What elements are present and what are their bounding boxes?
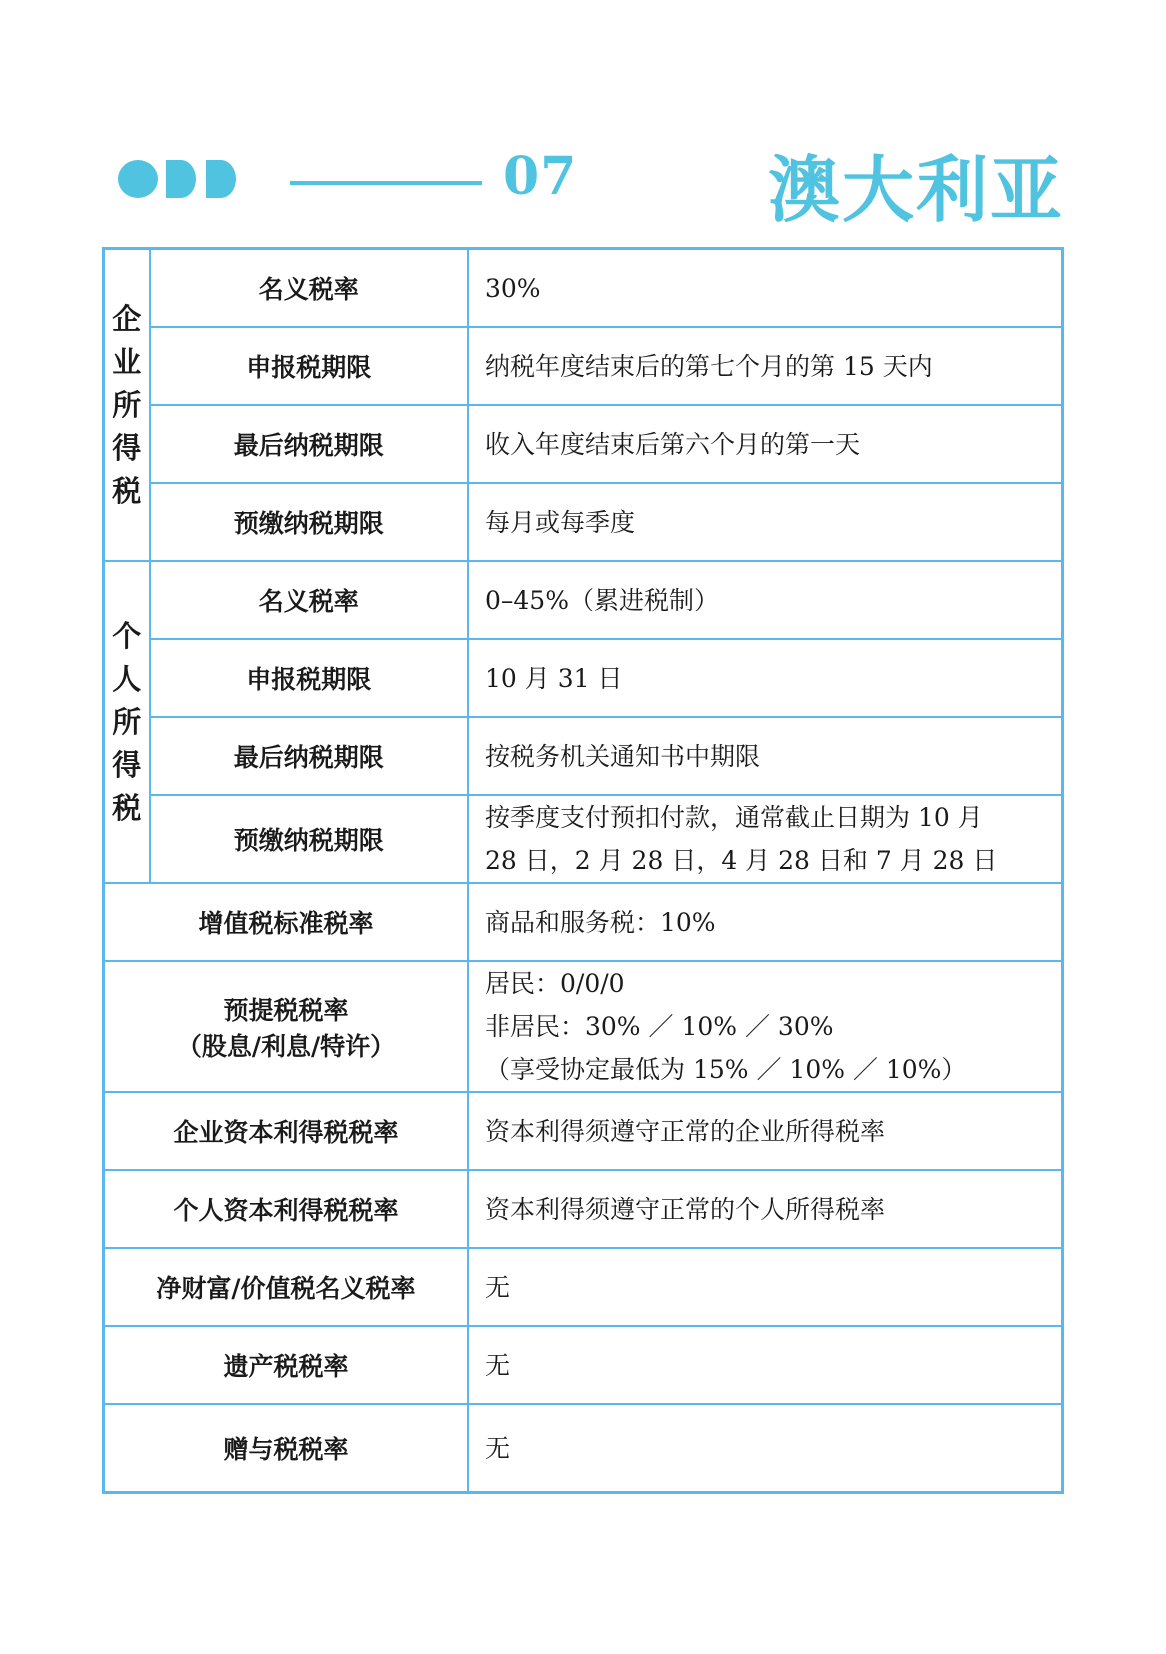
group-personal-income-tax: 个 人 所 得 税: [104, 561, 150, 883]
row-label: 申报税期限: [150, 327, 468, 405]
table-row: [104, 405, 1063, 483]
row-value: 商品和服务税：10%: [468, 883, 1063, 961]
table-row: [104, 1092, 1063, 1170]
row-label: 申报税期限: [150, 639, 468, 717]
row-label: 赠与税税率: [104, 1404, 469, 1493]
tax-table: [102, 247, 1064, 1494]
table-row: [104, 561, 1063, 639]
row-label: 遗产税税率: [104, 1326, 469, 1404]
row-label: 最后纳税期限: [150, 717, 468, 795]
row-value: 收入年度结束后第六个月的第一天: [468, 405, 1063, 483]
row-label: 企业资本利得税税率: [104, 1092, 469, 1170]
table-row: [104, 1170, 1063, 1248]
row-label: 预缴纳税期限: [150, 795, 468, 883]
table-row: [104, 1248, 1063, 1326]
row-label: 名义税率: [150, 561, 468, 639]
row-label: 最后纳税期限: [150, 405, 468, 483]
row-value: 纳税年度结束后的第七个月的第 15 天内: [468, 327, 1063, 405]
row-label: 增值税标准税率: [104, 883, 469, 961]
row-value: 10 月 31 日: [468, 639, 1063, 717]
row-value: 每月或每季度: [468, 483, 1063, 561]
table-row: [104, 961, 1063, 1092]
row-label: 名义税率: [150, 249, 468, 328]
row-value: 无: [468, 1248, 1063, 1326]
row-value: 无: [468, 1404, 1063, 1493]
row-value: 无: [468, 1326, 1063, 1404]
table-row: [104, 1326, 1063, 1404]
row-value: 居民：0/0/0 非居民：30% ／ 10% ／ 30% （享受协定最低为 15% ／ 10% ／ 10%）: [468, 961, 1063, 1092]
table-row: [104, 795, 1063, 883]
row-value: 资本利得须遵守正常的企业所得税率: [468, 1092, 1063, 1170]
table-row: [104, 327, 1063, 405]
row-label: 预提税税率 （股息/利息/特许）: [104, 961, 469, 1092]
page-header: [0, 0, 1166, 230]
row-value: 资本利得须遵守正常的个人所得税率: [468, 1170, 1063, 1248]
row-value: 0–45%（累进税制）: [468, 561, 1063, 639]
country-title: 澳大利亚: [767, 147, 1064, 232]
dot-half: [206, 160, 236, 198]
row-value: 按季度支付预扣付款，通常截止日期为 10 月 28 日，2 月 28 日，4 月 28 日和 7 月 28 日: [468, 795, 1063, 883]
table-row: [104, 639, 1063, 717]
page-number: 07: [503, 146, 578, 207]
table-row: [104, 717, 1063, 795]
table-row: [104, 483, 1063, 561]
row-label: 预缴纳税期限: [150, 483, 468, 561]
table-row: [104, 249, 1063, 328]
table-row: [104, 1404, 1063, 1493]
row-value: 30%: [468, 249, 1063, 328]
group-corporate-income-tax: 企 业 所 得 税: [104, 249, 150, 562]
table-row: [104, 883, 1063, 961]
header-rule: [290, 181, 482, 185]
row-value: 按税务机关通知书中期限: [468, 717, 1063, 795]
decorative-dots: [118, 160, 248, 200]
dot-half: [166, 160, 196, 198]
row-label: 个人资本利得税税率: [104, 1170, 469, 1248]
dot-full: [118, 160, 158, 198]
row-label: 净财富/价值税名义税率: [104, 1248, 469, 1326]
